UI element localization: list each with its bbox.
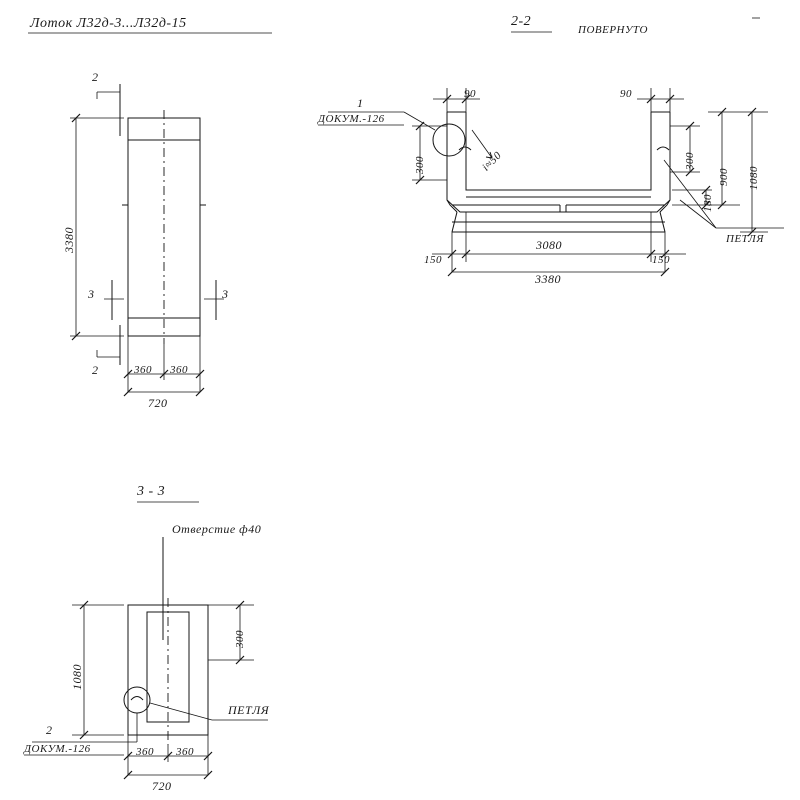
section-3-3-dim-width-total: 720	[152, 779, 172, 793]
plan-section-mark-right: 3	[222, 287, 229, 301]
section-3-3-dim-height: 1080	[70, 664, 84, 690]
section-2-2-callout-number: 1	[357, 96, 364, 110]
plan-dim-height: 3380	[62, 227, 76, 253]
section-2-2-dim-overall-height: 1080	[748, 166, 760, 190]
plan-dim-width-total: 720	[148, 396, 168, 410]
sheet-title: Лоток Л32д-3...Л32д-15	[30, 16, 187, 31]
section-3-3-hook-label: ПЕТЛЯ	[228, 703, 270, 717]
section-2-2-title: 2-2	[511, 14, 532, 29]
section-3-3-dim-width-left: 360	[136, 746, 154, 758]
section-2-2-dim-base-right: 150	[652, 254, 670, 266]
section-3-3-callout-number: 2	[46, 723, 53, 737]
section-2-2-dim-wall-right: 300	[684, 152, 696, 170]
plan-dim-width-left: 360	[134, 364, 152, 376]
section-2-2-callout-text: ДОКУМ.-126	[318, 113, 385, 125]
section-2-2-note: ПОВЕРНУТО	[578, 24, 648, 36]
section-3-3-title: 3 - 3	[137, 484, 166, 499]
plan-section-mark-bottom: 2	[92, 363, 99, 377]
section-2-2-dim-top-right: 90	[620, 88, 632, 100]
section-2-2-dim-base-total: 3380	[535, 272, 561, 286]
section-2-2-dim-bottom-thickness: 180	[702, 194, 714, 212]
section-2-2-dim-base-inner: 3080	[536, 238, 562, 252]
section-2-2-dim-base-left: 150	[424, 254, 442, 266]
section-2-2-dim-inner-height: 900	[718, 168, 730, 186]
section-3-3-callout-text: ДОКУМ.-126	[24, 743, 91, 755]
section-2-2-hook-label: ПЕТЛЯ	[726, 233, 764, 245]
section-2-2-dim-wall-left: 300	[414, 156, 426, 174]
section-3-3-hole-label: Отверстие ф40	[172, 522, 262, 536]
plan-dim-width-right: 360	[170, 364, 188, 376]
section-2-2-slope-label: i≈50	[480, 149, 505, 174]
plan-section-mark-top: 2	[92, 70, 99, 84]
section-2-2-dim-top-left: 90	[464, 88, 476, 100]
section-3-3-dim-inner-width: 300	[234, 630, 246, 648]
section-3-3-dim-width-right: 360	[176, 746, 194, 758]
plan-section-mark-left: 3	[88, 287, 95, 301]
